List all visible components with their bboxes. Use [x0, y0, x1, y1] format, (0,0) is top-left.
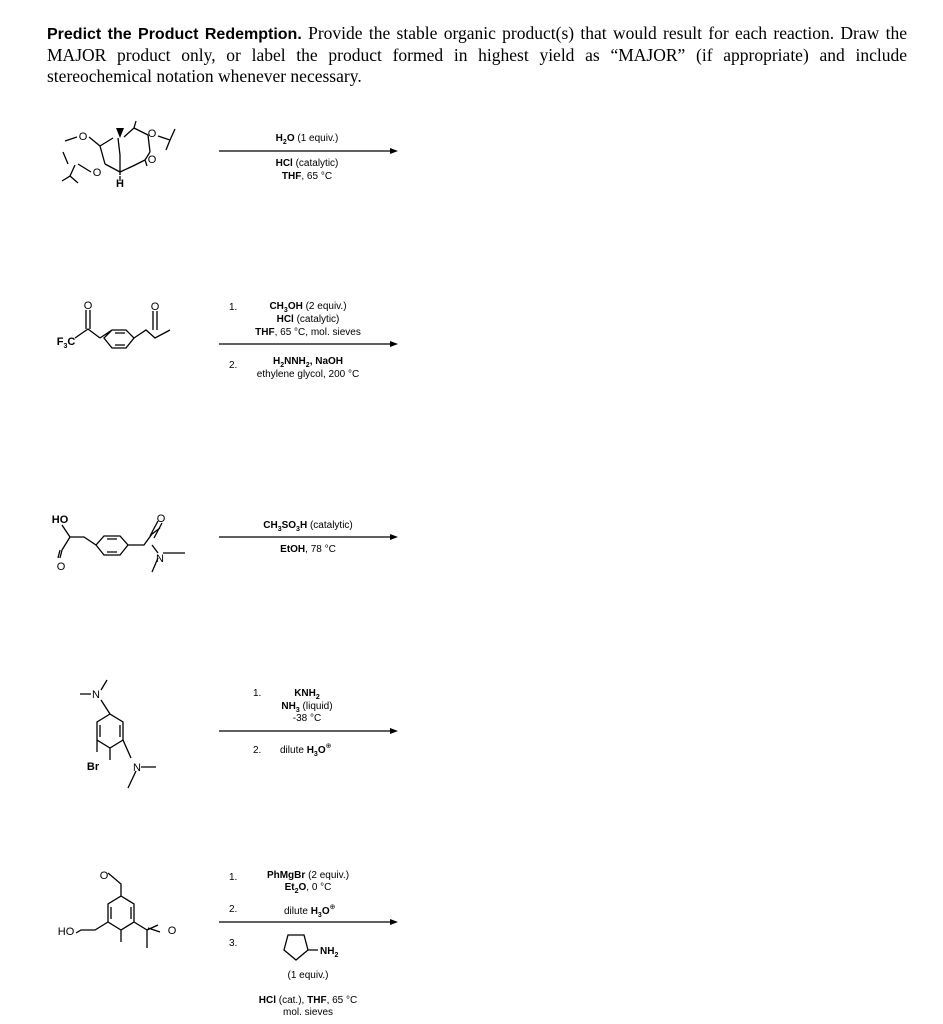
- reagent-methanesulfonic-acid: CH3SO3H (catalytic): [263, 520, 353, 533]
- dimethylamino-nitrogen-2: N: [133, 762, 141, 774]
- amide-nitrogen: N: [156, 553, 164, 565]
- reagent-dilute-acid: dilute H3O⊕: [280, 743, 332, 758]
- dimethylamino-nitrogen-1: N: [92, 689, 100, 701]
- ring-oxygen-3: O: [147, 128, 157, 140]
- bromine-label: Br: [86, 761, 100, 773]
- step-2-label: 2.: [253, 745, 262, 756]
- reagent-thf: THF, 65 °C: [281, 171, 333, 182]
- diketone-structure: [57, 300, 170, 350]
- arrowhead-1: [390, 148, 398, 154]
- trifluoromethyl-group: F3C: [56, 336, 76, 350]
- instructions-text: Provide the stable organic product(s) that would result for each reaction. Draw the MAJOR product only, or label the product formed in highest yield as “MAJOR” (if appropriate) and include stereochemical notation whenever necessary.: [47, 22, 907, 86]
- reaction-5: [58, 870, 398, 1018]
- reagent-hydrazine: H2NNH2, NaOH: [272, 356, 344, 369]
- reagent-dilute-acid: dilute H3O⊕: [284, 904, 336, 919]
- reagent-thf-sieves: THF, 65 °C, mol. sieves: [255, 327, 361, 338]
- reaction-3: [52, 513, 398, 573]
- reaction-2: [57, 300, 398, 380]
- reagent-ethanol: EtOH, 78 °C: [280, 544, 336, 555]
- reagent-potassium-amide: KNH2: [294, 688, 320, 701]
- step-1-label: 1.: [253, 688, 262, 699]
- amine-label: NH2: [320, 946, 339, 959]
- arrowhead-3: [390, 534, 398, 540]
- hydroxyl-label: HO: [51, 514, 69, 526]
- reagent-mol-sieves: mol. sieves: [282, 1007, 334, 1018]
- amide-oxygen: O: [156, 513, 166, 525]
- ketone-oxygen-2: O: [150, 301, 160, 313]
- reagent-methanol: CH3OH (2 equiv.): [269, 301, 347, 314]
- arrowhead-2: [390, 341, 398, 347]
- step-3-label: 3.: [229, 938, 238, 949]
- carbonyl-oxygen: O: [56, 561, 66, 573]
- keto-acid-amide-structure: [52, 513, 185, 573]
- ketone-oxygen: O: [167, 925, 177, 937]
- aldehyde-oxygen: O: [99, 870, 109, 882]
- aldehyde-ketone-structure: [58, 870, 177, 948]
- reagent-hcl-catalytic: HCl (catalytic): [276, 314, 340, 325]
- arrowhead-5: [390, 919, 398, 925]
- cyclopentylamine-structure: [284, 935, 338, 960]
- reaction-1: [62, 121, 398, 190]
- reagent-hcl: HCl (catalytic): [275, 158, 339, 169]
- reagent-water: H2O (1 equiv.): [275, 133, 339, 146]
- bromo-diamine-structure: [80, 680, 156, 788]
- hydroxyl-label: HO: [57, 926, 75, 938]
- ring-oxygen-2: O: [92, 167, 102, 179]
- stereo-hydrogen: H: [116, 178, 124, 190]
- step-1-label: 1.: [229, 302, 238, 313]
- step-1-label: 1.: [229, 872, 238, 883]
- ring-oxygen-1: O: [78, 131, 88, 143]
- reagent-temperature: -38 °C: [292, 713, 322, 724]
- reagent-liquid-ammonia: NH3 (liquid): [281, 701, 333, 714]
- step-2-label: 2.: [229, 904, 238, 915]
- reagent-hcl-thf: HCl (cat.), THF, 65 °C: [258, 995, 358, 1006]
- reagent-ether: Et2O, 0 °C: [284, 882, 332, 895]
- reagent-grignard: PhMgBr (2 equiv.): [266, 870, 350, 881]
- arrowhead-4: [390, 728, 398, 734]
- reagent-amine-equiv: (1 equiv.): [287, 970, 329, 981]
- reagent-ethylene-glycol: ethylene glycol, 200 °C: [256, 369, 360, 380]
- step-2-label: 2.: [229, 360, 238, 371]
- reaction-4: [80, 680, 398, 788]
- ketone-oxygen-1: O: [83, 300, 93, 312]
- ring-oxygen-4: O: [147, 154, 157, 166]
- section-title: Predict the Product Redemption.: [47, 25, 302, 43]
- bis-acetonide-structure: [62, 121, 175, 190]
